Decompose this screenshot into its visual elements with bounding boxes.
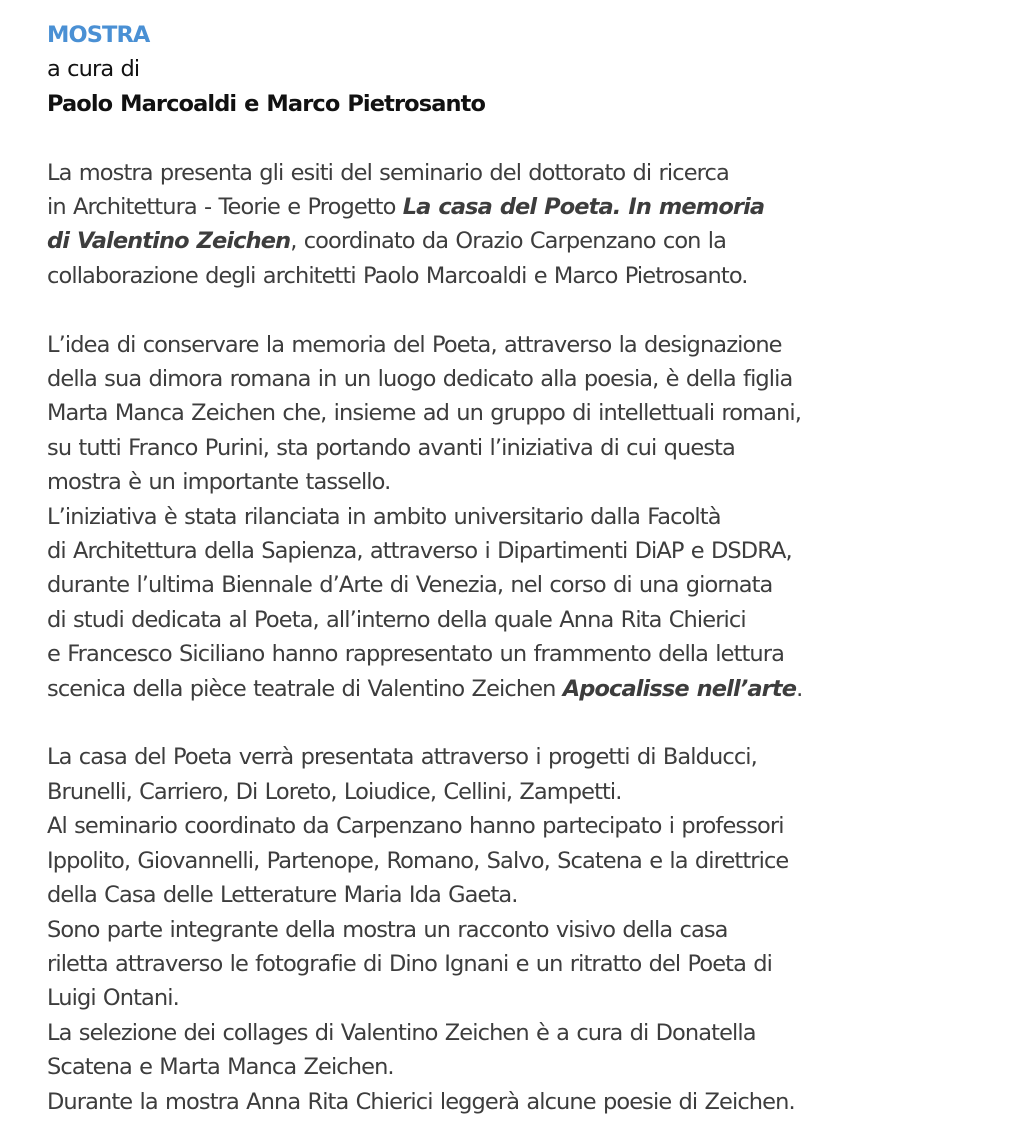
text-line: Ippolito, Giovannelli, Partenope, Romano, Salvo, Scatena e la direttrice bbox=[47, 847, 789, 874]
text-line: Sono parte integrante della mostra un racconto visivo della casa bbox=[47, 916, 728, 943]
exhibition-text bbox=[47, 18, 1007, 1119]
text-line: Al seminario coordinato da Carpenzano hanno partecipato i professori bbox=[47, 813, 784, 840]
text-line: L’iniziativa è stata rilanciata in ambito universitario dalla Facoltà bbox=[47, 503, 721, 530]
text-fragment: scenica della pièce teatrale di Valentino Zeichen bbox=[47, 675, 563, 702]
text-line: Brunelli, Carriero, Di Loreto, Loiudice, Cellini, Zampetti. bbox=[47, 778, 622, 805]
text-line: della sua dimora romana in un luogo dedicato alla poesia, è della figlia bbox=[47, 366, 793, 393]
text-line: Scatena e Marta Manca Zeichen. bbox=[47, 1054, 394, 1081]
paragraph-initiative bbox=[47, 328, 1007, 706]
text-line: su tutti Franco Purini, sta portando avanti l’iniziativa di cui questa bbox=[47, 434, 735, 461]
seminar-title: La casa del Poeta. In memoria bbox=[402, 194, 765, 221]
text-line bbox=[47, 672, 1007, 706]
text-fragment: . bbox=[796, 675, 803, 702]
text-line: La mostra presenta gli esiti del seminario del dottorato di ricerca bbox=[47, 159, 729, 186]
text-line: durante l’ultima Biennale d’Arte di Venezia, nel corso di una giornata bbox=[47, 572, 773, 599]
text-line: riletta attraverso le fotografie di Dino Ignani e un ritratto del Poeta di bbox=[47, 950, 772, 977]
seminar-title: di Valentino Zeichen bbox=[47, 228, 291, 255]
text-line: La selezione dei collages di Valentino Zeichen è a cura di Donatella bbox=[47, 1019, 756, 1046]
text-line: della Casa delle Letterature Maria Ida Gaeta. bbox=[47, 882, 518, 909]
paragraph-intro bbox=[47, 156, 1007, 294]
text-line: L’idea di conservare la memoria del Poeta, attraverso la designazione bbox=[47, 331, 782, 358]
text-fragment: , coordinato da Orazio Carpenzano con la bbox=[290, 228, 727, 255]
paragraph-gap bbox=[47, 121, 1007, 155]
text-line: e Francesco Siciliano hanno rappresentato un frammento della lettura bbox=[47, 641, 785, 668]
curators-names: Paolo Marcoaldi e Marco Pietrosanto bbox=[47, 90, 486, 117]
text-line: collaborazione degli architetti Paolo Marcoaldi e Marco Pietrosanto. bbox=[47, 262, 748, 289]
text-line bbox=[47, 224, 1007, 258]
paragraph-projects bbox=[47, 740, 1007, 1118]
text-line: Durante la mostra Anna Rita Chierici leggerà alcune poesie di Zeichen. bbox=[47, 1088, 795, 1115]
text-line: La casa del Poeta verrà presentata attraverso i progetti di Balducci, bbox=[47, 744, 757, 771]
section-kicker: MOSTRA bbox=[47, 22, 150, 48]
paragraph-gap bbox=[47, 293, 1007, 327]
play-title: Apocalisse nell’arte bbox=[562, 675, 797, 702]
text-line bbox=[47, 190, 1007, 224]
text-line: mostra è un importante tassello. bbox=[47, 469, 391, 496]
text-fragment: in Architettura - Teorie e Progetto bbox=[47, 194, 403, 221]
text-line: Marta Manca Zeichen che, insieme ad un gruppo di intellettuali romani, bbox=[47, 400, 802, 427]
text-line: Luigi Ontani. bbox=[47, 985, 179, 1012]
curator-intro: a cura di bbox=[47, 56, 140, 83]
text-line: di Architettura della Sapienza, attraverso i Dipartimenti DiAP e DSDRA, bbox=[47, 538, 792, 565]
paragraph-gap bbox=[47, 706, 1007, 740]
text-line: di studi dedicata al Poeta, all’interno della quale Anna Rita Chierici bbox=[47, 606, 746, 633]
